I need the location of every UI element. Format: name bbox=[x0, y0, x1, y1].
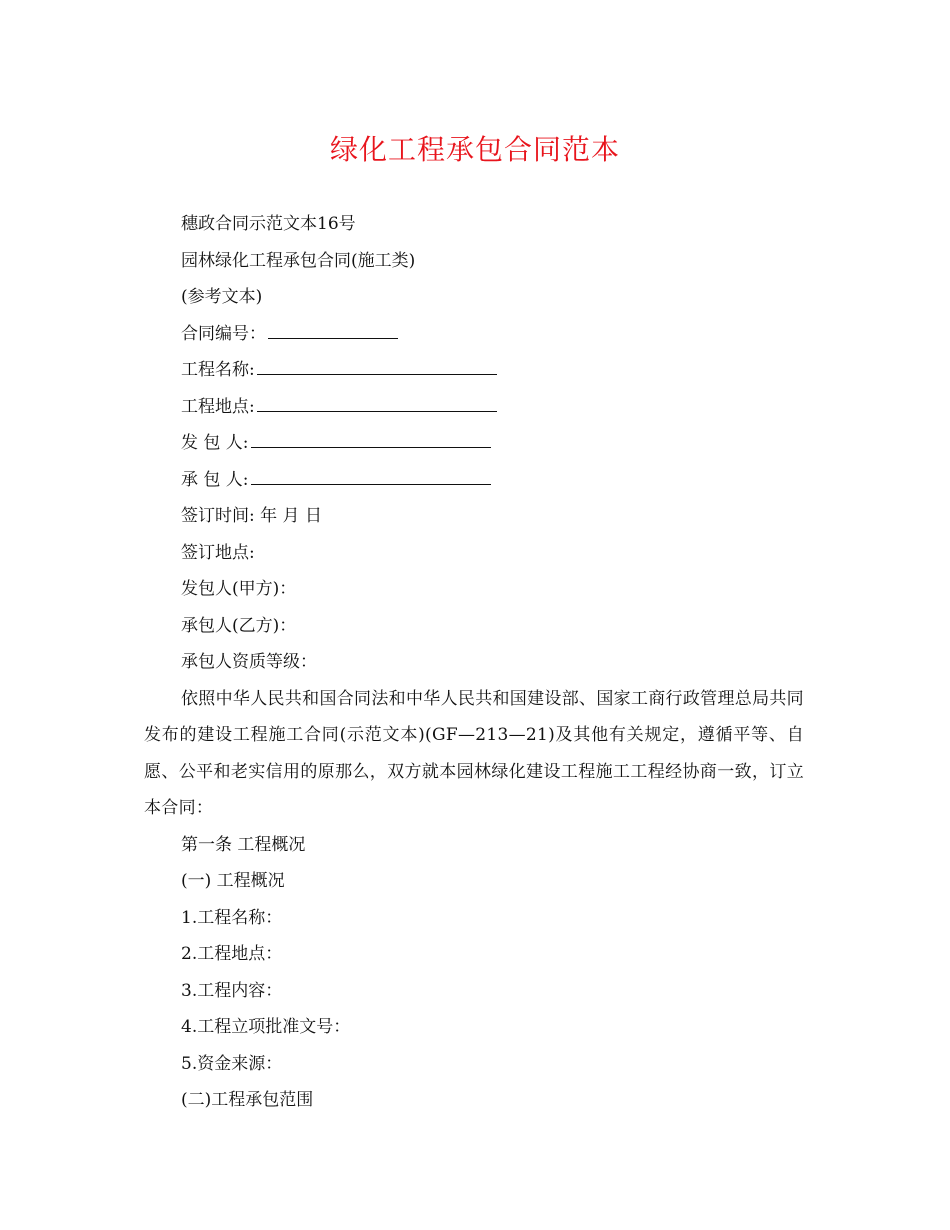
header-line-template-no: 穗政合同示范文本16号 bbox=[181, 214, 356, 234]
contractor-issuer-blank[interactable] bbox=[251, 431, 491, 448]
article-1-item-3: 3.工程内容： bbox=[181, 980, 283, 1001]
field-party-b: 承包人(乙方)： bbox=[181, 615, 297, 636]
field-project-location-label: 工程地点: bbox=[181, 396, 255, 417]
article-1-item-4: 4.工程立项批准文号： bbox=[181, 1017, 351, 1037]
field-party-a: 发包人(甲方)： bbox=[181, 579, 297, 599]
contractor-blank[interactable] bbox=[251, 468, 491, 485]
document-title: 绿化工程承包合同范本 bbox=[329, 133, 620, 166]
article-1-heading: 第一条 工程概况 bbox=[181, 834, 306, 855]
field-contract-no bbox=[144, 316, 804, 353]
field-sign-place: 签订地点: bbox=[181, 542, 255, 563]
field-contractor-label: 承 包 人: bbox=[181, 469, 249, 490]
intro-paragraph: 依照中华人民共和国合同法和中华人民共和国建设部、国家工商行政管理总局共同发布的建设工程施工合同(示范文本)(GF—213—21)及其他有关规定，遵循平等、自愿、公平和老实信用的原那么，双方就本园林绿化建设工程施工工程经协商一致，订立本合同： bbox=[144, 688, 804, 818]
contract-no-blank[interactable] bbox=[268, 322, 398, 339]
field-sign-time: 签订时间: 年 月 日 bbox=[181, 506, 322, 526]
field-contractor-issuer-label: 发 包 人: bbox=[181, 433, 249, 453]
article-1-section-1: (一) 工程概况 bbox=[181, 871, 285, 891]
field-contractor-issuer bbox=[144, 425, 804, 462]
article-1-item-2: 2.工程地点： bbox=[181, 944, 283, 964]
document-body bbox=[144, 206, 804, 1119]
field-contractor bbox=[144, 462, 804, 499]
field-contract-no-label: 合同编号： bbox=[181, 323, 266, 344]
project-location-blank[interactable] bbox=[257, 395, 497, 412]
field-project-name-label: 工程名称: bbox=[181, 360, 255, 380]
article-1-item-1: 1.工程名称： bbox=[181, 907, 283, 928]
field-project-location bbox=[144, 389, 804, 426]
header-line-reference: (参考文本) bbox=[181, 287, 263, 307]
article-1-item-5: 5.资金来源： bbox=[181, 1053, 283, 1074]
header-line-contract-type: 园林绿化工程承包合同(施工类) bbox=[181, 250, 416, 271]
field-qualification: 承包人资质等级： bbox=[181, 652, 317, 672]
article-1-section-2: (二)工程承包范围 bbox=[181, 1090, 314, 1110]
project-name-blank[interactable] bbox=[257, 358, 497, 375]
field-project-name bbox=[144, 352, 804, 389]
